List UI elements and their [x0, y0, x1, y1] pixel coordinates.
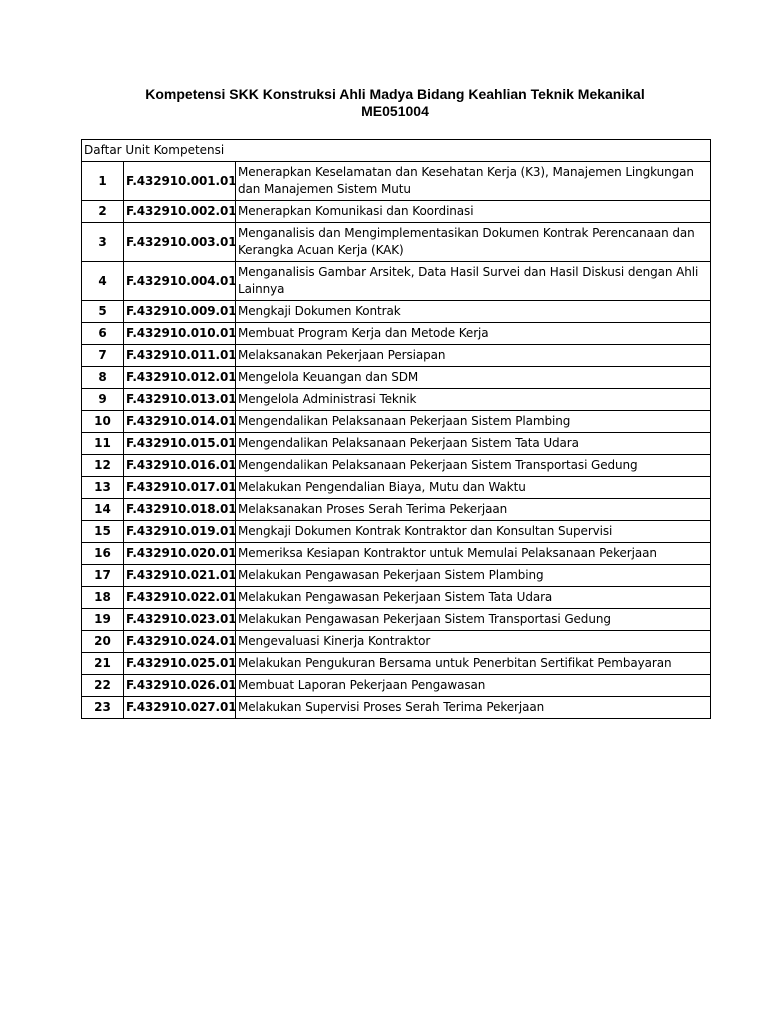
table-body: [82, 140, 711, 719]
title-line-1: Kompetensi SKK Konstruksi Ahli Madya Bidang Keahlian Teknik Mekanikal: [145, 86, 645, 102]
table-row: [82, 301, 711, 323]
unit-code: F.432910.002.01: [124, 201, 236, 223]
document-title: [80, 86, 710, 120]
unit-name: Mengendalikan Pelaksanaan Pekerjaan Sistem Transportasi Gedung: [236, 455, 711, 477]
unit-name: Melakukan Pengukuran Bersama untuk Penerbitan Sertifikat Pembayaran: [236, 653, 711, 675]
unit-name: Membuat Laporan Pekerjaan Pengawasan: [236, 675, 711, 697]
table-row: [82, 565, 711, 587]
table-row: [82, 411, 711, 433]
unit-name: Mengendalikan Pelaksanaan Pekerjaan Sistem Plambing: [236, 411, 711, 433]
row-number: 22: [82, 675, 124, 697]
row-number: 6: [82, 323, 124, 345]
unit-code: F.432910.016.01: [124, 455, 236, 477]
row-number: 5: [82, 301, 124, 323]
table-row: [82, 389, 711, 411]
row-number: 12: [82, 455, 124, 477]
unit-code: F.432910.001.01: [124, 162, 236, 201]
unit-name: Menganalisis Gambar Arsitek, Data Hasil Survei dan Hasil Diskusi dengan Ahli Lainnya: [236, 262, 711, 301]
table-row: [82, 499, 711, 521]
row-number: 4: [82, 262, 124, 301]
row-number: 10: [82, 411, 124, 433]
table-row: [82, 162, 711, 201]
row-number: 20: [82, 631, 124, 653]
table-row: [82, 675, 711, 697]
unit-code: F.432910.022.01: [124, 587, 236, 609]
unit-code: F.432910.024.01: [124, 631, 236, 653]
unit-name: Mengkaji Dokumen Kontrak Kontraktor dan Konsultan Supervisi: [236, 521, 711, 543]
unit-name: Mengelola Administrasi Teknik: [236, 389, 711, 411]
unit-code: F.432910.010.01: [124, 323, 236, 345]
table-row: [82, 697, 711, 719]
row-number: 17: [82, 565, 124, 587]
row-number: 3: [82, 223, 124, 262]
row-number: 23: [82, 697, 124, 719]
row-number: 19: [82, 609, 124, 631]
unit-code: F.432910.014.01: [124, 411, 236, 433]
row-number: 1: [82, 162, 124, 201]
table-row: [82, 223, 711, 262]
table-row: [82, 262, 711, 301]
table-row: [82, 631, 711, 653]
table-row: [82, 609, 711, 631]
unit-name: Memeriksa Kesiapan Kontraktor untuk Memulai Pelaksanaan Pekerjaan: [236, 543, 711, 565]
row-number: 13: [82, 477, 124, 499]
table-row: [82, 477, 711, 499]
table-row: [82, 323, 711, 345]
unit-code: F.432910.023.01: [124, 609, 236, 631]
unit-name: Menerapkan Keselamatan dan Kesehatan Kerja (K3), Manajemen Lingkungan dan Manajemen Sistem Mutu: [236, 162, 711, 201]
unit-name: Melakukan Pengawasan Pekerjaan Sistem Plambing: [236, 565, 711, 587]
unit-code: F.432910.012.01: [124, 367, 236, 389]
table-row: [82, 587, 711, 609]
unit-code: F.432910.027.01: [124, 697, 236, 719]
unit-code: F.432910.015.01: [124, 433, 236, 455]
unit-name: Melakukan Pengawasan Pekerjaan Sistem Transportasi Gedung: [236, 609, 711, 631]
table-row: [82, 201, 711, 223]
table-row: [82, 455, 711, 477]
unit-name: Melakukan Pengawasan Pekerjaan Sistem Tata Udara: [236, 587, 711, 609]
unit-name: Mengelola Keuangan dan SDM: [236, 367, 711, 389]
unit-name: Membuat Program Kerja dan Metode Kerja: [236, 323, 711, 345]
unit-code: F.432910.020.01: [124, 543, 236, 565]
title-line-2: ME051004: [361, 103, 429, 119]
table-header-row: [82, 140, 711, 162]
table-row: [82, 367, 711, 389]
competency-units-table: [81, 139, 711, 719]
table-row: [82, 433, 711, 455]
row-number: 11: [82, 433, 124, 455]
unit-code: F.432910.017.01: [124, 477, 236, 499]
row-number: 18: [82, 587, 124, 609]
table-row: [82, 345, 711, 367]
row-number: 16: [82, 543, 124, 565]
unit-code: F.432910.009.01: [124, 301, 236, 323]
row-number: 9: [82, 389, 124, 411]
unit-code: F.432910.025.01: [124, 653, 236, 675]
unit-code: F.432910.013.01: [124, 389, 236, 411]
row-number: 7: [82, 345, 124, 367]
unit-name: Melaksanakan Proses Serah Terima Pekerjaan: [236, 499, 711, 521]
unit-code: F.432910.019.01: [124, 521, 236, 543]
row-number: 15: [82, 521, 124, 543]
table-row: [82, 521, 711, 543]
unit-name: Mengendalikan Pelaksanaan Pekerjaan Sistem Tata Udara: [236, 433, 711, 455]
table-row: [82, 653, 711, 675]
table-header: Daftar Unit Kompetensi: [82, 140, 711, 162]
unit-code: F.432910.004.01: [124, 262, 236, 301]
unit-code: F.432910.011.01: [124, 345, 236, 367]
row-number: 14: [82, 499, 124, 521]
unit-code: F.432910.003.01: [124, 223, 236, 262]
unit-code: F.432910.026.01: [124, 675, 236, 697]
row-number: 8: [82, 367, 124, 389]
unit-name: Mengkaji Dokumen Kontrak: [236, 301, 711, 323]
unit-name: Melakukan Supervisi Proses Serah Terima Pekerjaan: [236, 697, 711, 719]
unit-name: Melakukan Pengendalian Biaya, Mutu dan Waktu: [236, 477, 711, 499]
unit-code: F.432910.021.01: [124, 565, 236, 587]
unit-name: Menerapkan Komunikasi dan Koordinasi: [236, 201, 711, 223]
row-number: 2: [82, 201, 124, 223]
unit-name: Mengevaluasi Kinerja Kontraktor: [236, 631, 711, 653]
unit-name: Menganalisis dan Mengimplementasikan Dokumen Kontrak Perencanaan dan Kerangka Acuan Kerja (KAK): [236, 223, 711, 262]
table-row: [82, 543, 711, 565]
row-number: 21: [82, 653, 124, 675]
unit-name: Melaksanakan Pekerjaan Persiapan: [236, 345, 711, 367]
unit-code: F.432910.018.01: [124, 499, 236, 521]
